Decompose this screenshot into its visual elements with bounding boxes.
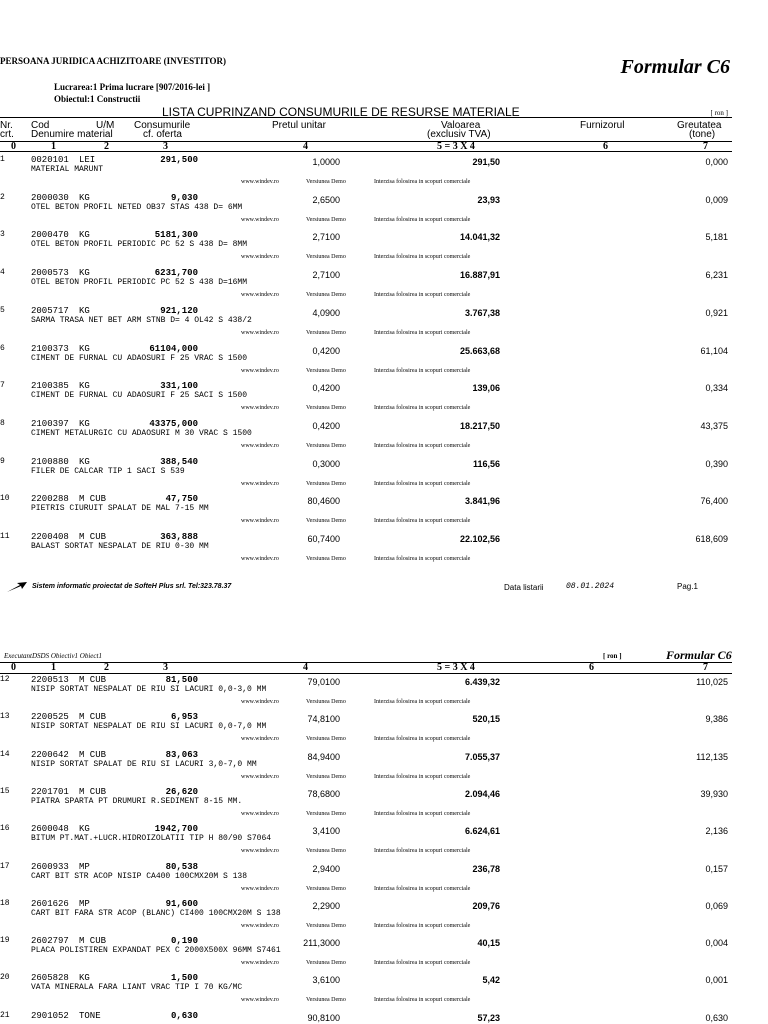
page2-colnum-4: 4 xyxy=(303,662,308,673)
unit-of-measure: KG xyxy=(79,824,90,835)
consumption-qty: 1,500 xyxy=(170,973,198,984)
header-rule-mid xyxy=(0,141,732,142)
total-value: 22.102,56 xyxy=(459,534,500,544)
row-number: 2 xyxy=(0,192,5,202)
unit-of-measure: KG xyxy=(79,343,90,354)
consumption-qty: 6231,700 xyxy=(154,268,198,279)
work-label: Lucrarea:1 Prima lucrare [907/2016-lei ] xyxy=(54,82,211,92)
demo-version-watermark: Versiunea Demo xyxy=(306,329,346,336)
demo-version-watermark: Versiunea Demo xyxy=(306,922,346,929)
unit-of-measure: LEI xyxy=(79,155,96,165)
consumption-qty: 5181,300 xyxy=(154,230,198,241)
unit-of-measure: TONE xyxy=(79,1010,101,1021)
page2-header-rule-top xyxy=(0,662,732,663)
page2-colnum-5: 5 = 3 X 4 xyxy=(437,662,475,673)
demo-version-watermark: Versiunea Demo xyxy=(306,480,346,487)
demo-site-watermark: www.windev.ro xyxy=(241,556,279,562)
material-description: MATERIAL MARUNT xyxy=(31,165,104,174)
material-code: 2901052 xyxy=(31,1010,69,1021)
demo-site-watermark: www.windev.ro xyxy=(241,997,279,1004)
material-description: SARMA TRASA NET BET ARM STNB D= 4 OL42 S 438/2 xyxy=(31,315,252,325)
unit-price: 78,6800 xyxy=(307,788,340,799)
row-number: 15 xyxy=(0,786,10,796)
row-number: 20 xyxy=(0,973,10,983)
demo-site-watermark: www.windev.ro xyxy=(241,442,279,449)
consumption-qty: 388,540 xyxy=(160,456,198,467)
demo-version-watermark: Versiunea Demo xyxy=(306,773,346,780)
weight-tonnes: 39,930 xyxy=(700,788,728,799)
consumption-qty: 81,500 xyxy=(165,675,198,685)
demo-site-watermark: www.windev.ro xyxy=(241,480,279,487)
total-value: 40,15 xyxy=(477,938,500,949)
unit-price: 90,8100 xyxy=(307,1012,340,1023)
demo-version-watermark: Versiunea Demo xyxy=(306,848,346,855)
unit-of-measure: KG xyxy=(79,973,90,984)
demo-usage-watermark: Interzisa folosirea in scopuri comerciale xyxy=(374,216,471,223)
demo-site-watermark: www.windev.ro xyxy=(241,736,279,743)
material-description: PIATRA SPARTA PT DRUMURI R.SEDIMENT 8-15 MM. xyxy=(31,796,243,806)
demo-usage-watermark: Interzisa folosirea in scopuri comerciale xyxy=(374,405,471,412)
demo-usage-watermark: Interzisa folosirea in scopuri comerciale xyxy=(374,442,471,449)
material-code: 2200525 xyxy=(31,712,69,723)
total-value: 18.217,50 xyxy=(459,420,500,431)
material-code: 2605828 xyxy=(31,973,69,984)
unit-price: 2,7100 xyxy=(312,232,340,243)
total-value: 25.663,68 xyxy=(459,345,500,356)
page2-colnum-7: 7 xyxy=(703,662,708,673)
header-rule-bottom xyxy=(0,151,732,152)
col-greutatea-line2: (tone) xyxy=(689,129,716,140)
material-code: 2100373 xyxy=(31,343,69,354)
material-code: 2100880 xyxy=(31,456,69,467)
row-number: 12 xyxy=(0,675,10,684)
consumption-qty: 47,750 xyxy=(165,494,198,505)
material-code: 2000573 xyxy=(31,268,69,279)
unit-of-measure: M CUB xyxy=(79,712,107,723)
list-date-label: Data listarii xyxy=(504,583,544,592)
unit-of-measure: KG xyxy=(79,305,90,316)
unit-price: 0,4200 xyxy=(312,420,340,431)
unit-price: 1,0000 xyxy=(312,157,340,167)
material-code: 2600933 xyxy=(31,861,69,872)
row-number: 1 xyxy=(0,155,5,164)
material-description: NISIP SORTAT NESPALAT DE RIU SI LACURI 0,0-7,0 MM xyxy=(31,722,267,732)
demo-site-watermark: www.windev.ro xyxy=(241,960,279,967)
demo-usage-watermark: Interzisa folosirea in scopuri comerciale xyxy=(374,810,471,817)
demo-version-watermark: Versiunea Demo xyxy=(306,518,346,525)
consumption-qty: 363,888 xyxy=(160,532,198,542)
unit-of-measure: KG xyxy=(79,230,90,241)
consumption-qty: 6,953 xyxy=(170,712,198,723)
weight-tonnes: 0,009 xyxy=(705,194,728,205)
demo-usage-watermark: Interzisa folosirea in scopuri comerciale xyxy=(374,556,471,562)
material-code: 2600048 xyxy=(31,824,69,835)
demo-site-watermark: www.windev.ro xyxy=(241,292,279,299)
unit-price: 74,8100 xyxy=(307,714,340,725)
page2-form-title: Formular C6 xyxy=(666,648,732,662)
row-number: 8 xyxy=(0,418,5,428)
consumption-qty: 291,500 xyxy=(160,155,198,165)
colnum-1: 1 xyxy=(51,141,56,152)
consumption-qty: 331,100 xyxy=(160,381,198,392)
material-code: 2200288 xyxy=(31,494,69,505)
material-code: 2200408 xyxy=(31,532,69,542)
total-value: 3.767,38 xyxy=(464,307,500,318)
demo-site-watermark: www.windev.ro xyxy=(241,254,279,261)
header-rule-top xyxy=(0,117,732,118)
col-um: U/M xyxy=(96,120,115,131)
row-number: 16 xyxy=(0,824,10,834)
unit-price: 84,9400 xyxy=(307,751,340,762)
total-value: 23,93 xyxy=(477,194,500,205)
colnum-5: 5 = 3 X 4 xyxy=(437,141,475,152)
colnum-0: 0 xyxy=(11,141,16,152)
unit-of-measure: M CUB xyxy=(79,675,107,685)
unit-price: 3,6100 xyxy=(312,975,340,986)
row-number: 5 xyxy=(0,305,5,315)
demo-version-watermark: Versiunea Demo xyxy=(306,810,346,817)
weight-tonnes: 0,390 xyxy=(705,458,728,469)
material-description: CART BIT FARA STR ACOP (BLANC) CI400 100CMX20M S 138 xyxy=(31,908,281,918)
unit-price: 60,7400 xyxy=(307,534,340,544)
unit-of-measure: KG xyxy=(79,268,90,279)
total-value: 116,56 xyxy=(472,458,500,469)
list-title: LISTA CUPRINZAND CONSUMURILE DE RESURSE MATERIALE xyxy=(162,105,520,119)
demo-site-watermark: www.windev.ro xyxy=(241,216,279,223)
row-number: 17 xyxy=(0,861,10,871)
colnum-3: 3 xyxy=(163,141,168,152)
consumption-qty: 0,190 xyxy=(170,936,198,947)
softeh-logo-arrow-icon xyxy=(6,581,28,593)
unit-price: 2,2900 xyxy=(312,900,340,911)
demo-site-watermark: www.windev.ro xyxy=(241,848,279,855)
demo-usage-watermark: Interzisa folosirea in scopuri comerciale xyxy=(374,997,471,1004)
material-description: BITUM PT.MAT.+LUCR.HIDROIZOLATII TIP H 80/90 S7064 xyxy=(31,834,272,844)
row-number: 19 xyxy=(0,936,10,946)
col-valoarea-line2: (exclusiv TVA) xyxy=(427,129,491,140)
material-description: CIMENT DE FURNAL CU ADAOSURI F 25 SACI S 1500 xyxy=(31,391,248,401)
list-date: 08.01.2024 xyxy=(566,582,615,591)
unit-of-measure: M CUB xyxy=(79,749,107,760)
weight-tonnes: 61,104 xyxy=(700,345,728,356)
demo-usage-watermark: Interzisa folosirea in scopuri comerciale xyxy=(374,699,471,705)
form-title: Formular C6 xyxy=(620,56,730,78)
weight-tonnes: 76,400 xyxy=(700,496,728,507)
software-credit: Sistem informatic proiectat de SofteH Plus srl. Tel:323.78.37 xyxy=(32,583,232,590)
unit-of-measure: M CUB xyxy=(79,494,107,505)
page-number: Pag.1 xyxy=(677,582,698,591)
col-cod: Cod xyxy=(31,120,50,131)
material-description: OTEL BETON PROFIL PERIODIC PC 52 S 438 D= 8MM xyxy=(31,240,248,250)
material-description: CART BIT STR ACOP NISIP CA400 100CMX20M S 138 xyxy=(31,871,248,881)
total-value: 520,15 xyxy=(472,714,500,725)
demo-site-watermark: www.windev.ro xyxy=(241,329,279,336)
unit-price: 0,4200 xyxy=(312,345,340,356)
unit-of-measure: KG xyxy=(79,456,90,467)
row-number: 4 xyxy=(0,268,5,278)
demo-version-watermark: Versiunea Demo xyxy=(306,885,346,892)
page2-colnum-2: 2 xyxy=(104,662,109,673)
colnum-6: 6 xyxy=(603,141,608,152)
unit-of-measure: KG xyxy=(79,418,90,429)
col-greutatea-line1: Greutatea xyxy=(677,120,722,131)
weight-tonnes: 0,921 xyxy=(705,307,728,318)
material-description: PLACA POLISTIREN EXPANDAT PEX C 2000X500X 96MM S7461 xyxy=(31,946,281,956)
row-number: 21 xyxy=(0,1010,10,1020)
weight-tonnes: 110,025 xyxy=(696,677,728,687)
material-code: 2100385 xyxy=(31,381,69,392)
total-value: 209,76 xyxy=(472,900,500,911)
demo-usage-watermark: Interzisa folosirea in scopuri comerciale xyxy=(374,736,471,743)
weight-tonnes: 0,001 xyxy=(705,975,728,986)
weight-tonnes: 6,231 xyxy=(705,270,728,281)
total-value: 16.887,91 xyxy=(459,270,500,281)
consumption-qty: 9,030 xyxy=(170,192,198,203)
demo-usage-watermark: Interzisa folosirea in scopuri comerciale xyxy=(374,518,471,525)
demo-site-watermark: www.windev.ro xyxy=(241,405,279,412)
row-number: 14 xyxy=(0,749,10,759)
colnum-7: 7 xyxy=(703,141,708,152)
col-pret: Pretul unitar xyxy=(272,120,326,131)
material-description: OTEL BETON PROFIL PERIODIC PC 52 S 438 D=16MM xyxy=(31,278,248,288)
weight-tonnes: 0,157 xyxy=(705,863,728,874)
material-code: 2000030 xyxy=(31,192,69,203)
weight-tonnes: 9,386 xyxy=(705,714,728,725)
unit-price: 0,4200 xyxy=(312,383,340,394)
weight-tonnes: 0,630 xyxy=(705,1012,728,1023)
colnum-4: 4 xyxy=(303,141,308,152)
col-furnizorul: Furnizorul xyxy=(580,120,625,131)
demo-version-watermark: Versiunea Demo xyxy=(306,997,346,1004)
demo-usage-watermark: Interzisa folosirea in scopuri comerciale xyxy=(374,848,471,855)
demo-site-watermark: www.windev.ro xyxy=(241,518,279,525)
row-number: 11 xyxy=(0,532,10,541)
row-number: 10 xyxy=(0,494,10,504)
consumption-qty: 80,538 xyxy=(165,861,198,872)
demo-usage-watermark: Interzisa folosirea in scopuri comerciale xyxy=(374,960,471,967)
executant-line: ExecutantDSDS Obiectiv1 Obiect1 xyxy=(4,652,102,660)
currency-label: [ ron ] xyxy=(710,109,728,117)
investor-heading: PERSOANA JURIDICA ACHIZITOARE (INVESTITOR) xyxy=(0,56,226,66)
page2-currency-label: [ ron ] xyxy=(603,652,622,660)
weight-tonnes: 43,375 xyxy=(700,420,728,431)
demo-version-watermark: Versiunea Demo xyxy=(306,292,346,299)
unit-of-measure: MP xyxy=(79,898,90,909)
col-consum-line2: cf. oferta xyxy=(143,129,182,140)
material-code: 0020101 xyxy=(31,155,69,165)
weight-tonnes: 5,181 xyxy=(705,232,728,243)
object-label: Obiectul:1 Constructii xyxy=(54,94,141,104)
demo-version-watermark: Versiunea Demo xyxy=(306,179,346,185)
demo-version-watermark: Versiunea Demo xyxy=(306,405,346,412)
demo-usage-watermark: Interzisa folosirea in scopuri comerciale xyxy=(374,329,471,336)
weight-tonnes: 2,136 xyxy=(705,826,728,837)
total-value: 14.041,32 xyxy=(459,232,500,243)
material-description: VATA MINERALA FARA LIANT VRAC TIP I 70 KG/MC xyxy=(31,983,243,993)
unit-price: 0,3000 xyxy=(312,458,340,469)
row-number: 9 xyxy=(0,456,5,466)
total-value: 57,23 xyxy=(477,1012,500,1023)
weight-tonnes: 112,135 xyxy=(696,751,728,762)
demo-site-watermark: www.windev.ro xyxy=(241,810,279,817)
consumption-qty: 91,600 xyxy=(165,898,198,909)
material-description: PIETRIS CIURUIT SPALAT DE MAL 7-15 MM xyxy=(31,504,209,514)
material-code: 2601626 xyxy=(31,898,69,909)
demo-usage-watermark: Interzisa folosirea in scopuri comerciale xyxy=(374,254,471,261)
total-value: 139,06 xyxy=(472,383,500,394)
demo-version-watermark: Versiunea Demo xyxy=(306,254,346,261)
demo-site-watermark: www.windev.ro xyxy=(241,179,279,185)
demo-usage-watermark: Interzisa folosirea in scopuri comerciale xyxy=(374,367,471,374)
demo-version-watermark: Versiunea Demo xyxy=(306,736,346,743)
demo-site-watermark: www.windev.ro xyxy=(241,367,279,374)
total-value: 6.624,61 xyxy=(464,826,500,837)
material-description: NISIP SORTAT SPALAT DE RIU SI LACURI 3,0-7,0 MM xyxy=(31,759,257,769)
material-code: 2602797 xyxy=(31,936,69,947)
demo-version-watermark: Versiunea Demo xyxy=(306,960,346,967)
col-valoarea-line1: Valoarea xyxy=(441,120,481,131)
page2-header-rule-bottom xyxy=(0,673,732,674)
material-description: BALAST SORTAT NESPALAT DE RIU 0-30 MM xyxy=(31,542,209,551)
demo-usage-watermark: Interzisa folosirea in scopuri comerciale xyxy=(374,480,471,487)
consumption-qty: 61104,000 xyxy=(149,343,198,354)
colnum-2: 2 xyxy=(104,141,109,152)
row-number: 7 xyxy=(0,381,5,391)
demo-version-watermark: Versiunea Demo xyxy=(306,367,346,374)
unit-price: 79,0100 xyxy=(307,677,340,687)
unit-price: 2,6500 xyxy=(312,194,340,205)
weight-tonnes: 0,004 xyxy=(705,938,728,949)
demo-usage-watermark: Interzisa folosirea in scopuri comerciale xyxy=(374,179,471,185)
unit-price: 211,3000 xyxy=(303,938,340,949)
material-description: NISIP SORTAT NESPALAT DE RIU SI LACURI 0,0-3,0 MM xyxy=(31,685,267,694)
row-number: 3 xyxy=(0,230,5,240)
weight-tonnes: 618,609 xyxy=(695,534,728,544)
material-code: 2005717 xyxy=(31,305,69,316)
unit-price: 3,4100 xyxy=(312,826,340,837)
page2-colnum-1: 1 xyxy=(51,662,56,673)
demo-usage-watermark: Interzisa folosirea in scopuri comerciale xyxy=(374,292,471,299)
unit-price: 2,7100 xyxy=(312,270,340,281)
demo-version-watermark: Versiunea Demo xyxy=(306,699,346,705)
unit-of-measure: M CUB xyxy=(79,936,107,947)
consumption-qty: 83,063 xyxy=(165,749,198,760)
demo-usage-watermark: Interzisa folosirea in scopuri comerciale xyxy=(374,922,471,929)
material-code: 2201701 xyxy=(31,786,69,797)
material-code: 2200513 xyxy=(31,675,69,685)
consumption-qty: 1942,700 xyxy=(154,824,198,835)
demo-version-watermark: Versiunea Demo xyxy=(306,556,346,562)
total-value: 6.439,32 xyxy=(464,677,500,687)
demo-usage-watermark: Interzisa folosirea in scopuri comerciale xyxy=(374,773,471,780)
total-value: 5,42 xyxy=(482,975,500,986)
unit-price: 80,4600 xyxy=(307,496,340,507)
row-number: 18 xyxy=(0,898,10,908)
unit-price: 4,0900 xyxy=(312,307,340,318)
page2-colnum-3: 3 xyxy=(163,662,168,673)
total-value: 3.841,96 xyxy=(464,496,500,507)
demo-version-watermark: Versiunea Demo xyxy=(306,216,346,223)
demo-site-watermark: www.windev.ro xyxy=(241,699,279,705)
row-number: 6 xyxy=(0,343,5,353)
material-description: CIMENT DE FURNAL CU ADAOSURI F 25 VRAC S 1500 xyxy=(31,353,248,363)
weight-tonnes: 0,334 xyxy=(705,383,728,394)
material-code: 2100397 xyxy=(31,418,69,429)
col-denumire: Denumire material xyxy=(31,129,113,140)
material-description: OTEL BETON PROFIL NETED OB37 STAS 438 D= 6MM xyxy=(31,202,243,212)
unit-of-measure: KG xyxy=(79,381,90,392)
material-description: FILER DE CALCAR TIP 1 SACI S 539 xyxy=(31,466,185,476)
total-value: 291,50 xyxy=(472,157,500,167)
demo-site-watermark: www.windev.ro xyxy=(241,773,279,780)
unit-of-measure: M CUB xyxy=(79,532,107,542)
consumption-qty: 921,120 xyxy=(160,305,198,316)
demo-site-watermark: www.windev.ro xyxy=(241,922,279,929)
consumption-qty: 0,630 xyxy=(170,1010,198,1021)
page2-colnum-0: 0 xyxy=(11,662,16,673)
material-code: 2200642 xyxy=(31,749,69,760)
consumption-qty: 43375,000 xyxy=(149,418,198,429)
unit-of-measure: MP xyxy=(79,861,90,872)
weight-tonnes: 0,000 xyxy=(705,157,728,167)
material-description: CIMENT METALURGIC CU ADAOSURI M 30 VRAC S 1500 xyxy=(31,428,252,438)
demo-usage-watermark: Interzisa folosirea in scopuri comerciale xyxy=(374,885,471,892)
unit-of-measure: KG xyxy=(79,192,90,203)
consumption-qty: 26,620 xyxy=(165,786,198,797)
total-value: 7.055,37 xyxy=(464,751,500,762)
demo-version-watermark: Versiunea Demo xyxy=(306,442,346,449)
material-code: 2000470 xyxy=(31,230,69,241)
unit-of-measure: M CUB xyxy=(79,786,107,797)
col-nr-line1: Nr. xyxy=(0,120,13,131)
weight-tonnes: 0,069 xyxy=(705,900,728,911)
row-number: 13 xyxy=(0,712,10,722)
total-value: 236,78 xyxy=(472,863,500,874)
col-nr-line2: crt. xyxy=(0,129,14,140)
total-value: 2.094,46 xyxy=(464,788,500,799)
col-consum-line1: Consumurile xyxy=(134,120,191,131)
unit-price: 2,9400 xyxy=(312,863,340,874)
page2-colnum-6: 6 xyxy=(589,662,594,673)
demo-site-watermark: www.windev.ro xyxy=(241,885,279,892)
